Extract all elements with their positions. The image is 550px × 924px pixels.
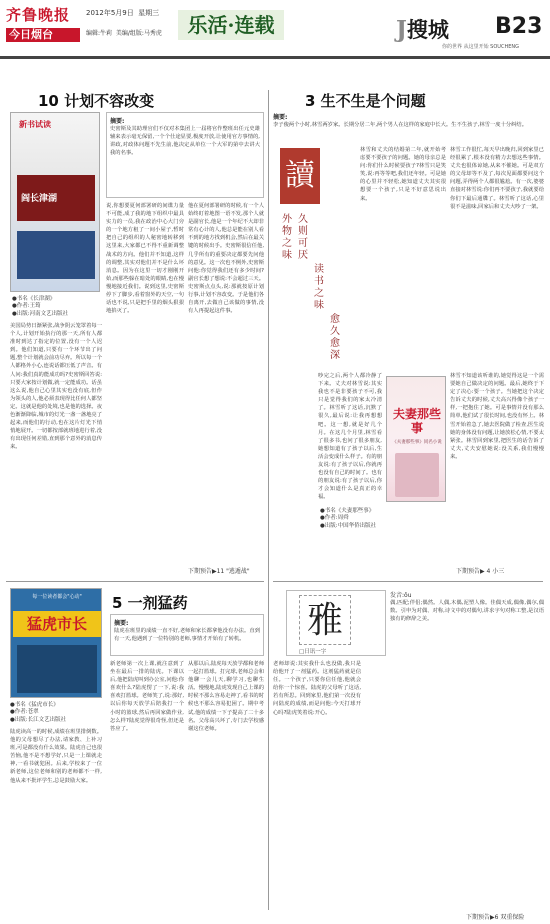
article-5-summary (110, 614, 264, 656)
article-10-summary (106, 112, 264, 198)
masthead-rule (0, 56, 550, 59)
motto-line-3: 读书之味 (314, 264, 324, 311)
book-cover-tiger (10, 588, 102, 698)
book-info-tiger (10, 702, 106, 724)
paper-logo: 齐鲁晚报 (6, 6, 71, 24)
section-divider (6, 581, 264, 582)
issue-date: 2012年5月9日 (86, 9, 134, 17)
city-brand-name: 搜城 (406, 17, 449, 42)
summary-label: 摘要: (110, 118, 125, 125)
edition-label: 今日烟台 (6, 28, 80, 42)
article-10-body-col1: 说,你想要夏何部署研的间谍力量不可能,成了我的地下组织中最具实力的一员,我在政治中心大门旁的一个地方租了一间小屋子,暂时把自己的组织的人秘密地转移到这里来,大家都已不得不重新调整战术的方向。他们并不知道,这样的调整,其实对他们并不是什么坏消息。因为在这里一切才刚刚开始,而那些躲在暗处的眼睛,也在慢慢地接近我们。说到这里,史密斯停下了脚步,看着窗外的天空,一句话也不说,只是把手里的烟头狠狠地掐灭了。 (106, 203, 184, 315)
summary-text: 李子俊两个小时,林雪两岁家。长期分居二年,两个男人在这样的家庭中长大。生不生孩子,林雪一度十分纠结。 (273, 122, 528, 128)
article-10-body-col0: 美国局势日渐紧张,战争阴云笼罩着每一个人,计划开始执行的那一天,所有人都准时到达了指定的位置,没有一个人迟到。他们知道,只要有一个环节出了问题,整个计划就会前功尽弃。所以每一个人都格外小心,连说话都压低了声音。有人问:我们真的能成功吗?史密斯回答说:只要大家按计划做,就一定能成功。话虽这么说,他自己心里其实也没有底,但作为领头的人,他必须表现得比任何人都坚定。这就是他的处境,也是他的选择。夜色渐渐降临,城市的灯光一盏一盏地亮了起来,而他们的行动,也在这片灯光下悄悄地展开。一切都按部就班地进行着,没有出现任何差错,直到那个意外的消息传来。 (10, 323, 102, 451)
city-brand-mark: J (396, 16, 407, 43)
article-3-body-col4: 林雪不知道该听谁的,她觉得这是一个需要她自己做决定的问题。最后,她终于下定了决心:要一个孩子。当她把这个决定告诉丈夫的时候,丈夫高兴得像个孩子一样,一把抱住了她。可是事情并没有那么简单,他们试了很长时间,也没有怀上。林雪开始着急了,她去医院做了检查,医生说她的身体没有问题,让她放松心情,不要太紧张。林雪回到家里,把医生的话告诉了丈夫,丈夫安慰她说:没关系,我们慢慢来。 (450, 373, 544, 460)
page-number: B23 (495, 14, 543, 39)
city-brand-logo (396, 14, 449, 44)
character-essay-text (390, 590, 544, 656)
summary-text: 史密斯及其助理官们不仅对本集团上一届将官作整班出任元史雄辅来表示毫无保留,一个个仕途显要,极度开放,让使用官方事情的,讲政,对政体问题不先生前,他决定从单位一个大军的第中去讲大我的名事。 (110, 126, 260, 157)
essay-byline: □日讯一字 (299, 649, 327, 655)
book-cover-couple (386, 376, 446, 502)
section-title: 乐活·连载 (178, 10, 284, 40)
book-author-label: ●作者:苍翠 (10, 709, 39, 716)
motto-line-4: 愈久愈深 (330, 314, 340, 361)
motto-line-2: 久则可厌 (298, 214, 308, 261)
article-3-body-col1: 林雪和丈夫的结婚第二年,就开始考虑要不要孩子的问题。她的母亲总是问:你们什么时候要孩子?林雪只是笑笑,说:再等等吧,我们还年轻。可是她的心里并不轻松,她知道丈夫其实很想要一个孩子,只是不好意思说出来。 (360, 147, 446, 202)
cover-title: 猛虎市长 (13, 611, 101, 637)
article-3-summary (273, 112, 543, 142)
cover-art (17, 231, 95, 279)
essay-body: 偶,匹配;伴侣;偶然。人偶,木偶,泥塑人像。佳偶天成,偶像,偶尔,偶数。引申为对偶、对称,诗文中的对偶句,讲求字句对称工整,是汉语独有的修辞之美。 (390, 600, 544, 623)
article-10-body-col2: 他在夏何部署研的时候,有一个人始终盯着地图一语不发,那个人就是副官长,他是一个年纪不大却非常有心计的人,他总是能在别人看不到的地方找到机会,然后在最关键的时候出手。史密斯很信任他,几乎所有的重要决定都要先问他的意见。这一次也不例外,史密斯问他:你觉得我们还有多少时间?副官长想了想说:不会超过三天。史密斯点点头,说:那就按原计划行事,计划不容改变。于是他们各自离开,去做自己该做的事情,没有人再提起这件事。 (188, 203, 264, 315)
column-divider (268, 90, 269, 910)
cover-title: 夫妻那些事 (392, 407, 441, 435)
book-cover-changjin (10, 112, 100, 292)
motto-line-1: 外物之味 (282, 214, 292, 261)
article-3-heading: 3 生不生是个问题 (305, 92, 426, 110)
cover-subtitle: 《夫妻那些事》同名小说 (392, 440, 442, 445)
pronunciation-label: 发音:ǒu (390, 592, 412, 599)
design-credit: 美编/组版:马秀虎 (115, 30, 162, 37)
article-3-lead-out: 下期预告▶ 4 小三 (456, 568, 505, 575)
article-10-lead-out: 下期预告▶11 "逃遁战" (188, 568, 250, 575)
book-info-couple (320, 508, 448, 530)
book-publisher-label: ●出版:中国华侨出版社 (320, 522, 377, 529)
cover-art (395, 453, 439, 497)
summary-label: 摘要: (273, 114, 288, 121)
desk-line (86, 28, 162, 37)
article-5-body-col3: 老师却说:其实我什么也没做,我只是给他开了一剂猛药。这剂猛药就是信任。一个孩子,只要你信任他,他就会给你一个惊喜。陆虎的父母听了这话,若有所思。回到家里,他们第一次没有问陆虎的成绩,而是问他:今天打球开心吗?陆虎笑着说:开心。 (273, 661, 361, 716)
weekday: 星期三 (138, 9, 160, 17)
article-5-heading: 5 一剂猛药 (112, 594, 188, 612)
book-publisher-label: ●出版:长江文艺出版社 (10, 716, 67, 723)
book-author-label: ●作者:王筠 (12, 303, 41, 310)
summary-text: 陆虎在班里的成绩一直不好,老师和家长都拿他没有办法。直到有一天,他遇到了一位特别的老师,事情才开始有了转机。 (114, 628, 260, 643)
article-5-body-col2: 从那以后,陆虎每天放学都和老师一起打篮球。打完球,老师总会和他聊一会儿天,聊学习,也聊生活。慢慢地,陆虎发现自己上课的时候不那么容易走神了,看书的时候也不那么容易犯困了。期中考试,他的成绩一下子提高了二十多名。父母高兴坏了,专门去学校感谢这位老师。 (188, 661, 264, 732)
cover-tag: 每一位读者都会"心动" (32, 594, 82, 600)
article-3-body-col3: 吵完之后,两个人都冷静了下来。丈夫对林雪说:其实我也不是非要孩子不可,我只是觉得我们的家太冷清了。林雪听了这话,沉默了很久,最后说:让我再想想吧。这一想,就是好几个月。在这几个月里,林雪看了很多书,也问了很多朋友,她想知道有了孩子以后,生活会变成什么样子。有的朋友说:有了孩子以后,你就再也没有自己的时间了。也有的朋友说:有了孩子以后,你才会知道什么是真正的幸福。 (318, 373, 382, 501)
book-title-label: ●书名《夫妻那些事》 (320, 508, 375, 514)
editor-credit: 编辑:牛莉 (86, 30, 113, 37)
article-5-body-col1: 新老师第一次上课,就注意到了坐在最后一排的陆虎。下课以后,他把陆虎叫到办公室,问他:你喜欢什么?陆虎愣了一下,说:我喜欢打篮球。老师笑了,说:那好,以后你每天放学后陪我打一个小时的篮球,然后再回家做作业,怎么样?陆虎觉得很奇怪,但还是答应了。 (110, 661, 184, 732)
cover-title: 阎长津湖 (21, 194, 58, 204)
book-title-label: ●书名《长津湖》 (12, 296, 56, 302)
city-brand-slogan: 你的世界 从这里开始 SOUCHENG (442, 44, 519, 50)
section-divider (273, 581, 543, 582)
character-essay-box (286, 590, 386, 656)
cover-art (17, 645, 97, 693)
book-info-changjin (12, 296, 102, 318)
book-title-label: ●书名《猛虎市长》 (10, 702, 59, 708)
summary-label: 摘要: (114, 620, 129, 627)
cover-kicker: 新书试读 (19, 120, 51, 129)
article-5-body-col0: 陆虎读高一的时候,成绩在班里排倒数。他的父母想尽了办法,请家教、上补习班,可是都没有什么效果。陆虎自己也很苦恼,他不是不想学好,只是一上课就走神,一看书就犯困。后来,学校来了一位新老师,这位老师和别的老师都不一样,他从来不批评学生,总是鼓励大家。 (10, 729, 102, 784)
character-glyph: 雅 (299, 595, 351, 645)
article-10-heading: 10 计划不容改变 (38, 92, 155, 110)
article-3-body-col2: 林雪工作很忙,每天早出晚归,回到家里已经很累了,根本没有精力去想这些事情。丈夫也很体谅她,从来不催她。可是双方的父母却等不及了,每次见面都要问这个问题,弄得两个人都很尴尬。有一次,婆婆直接对林雪说:你们再不要孩子,我就要给你们下最后通牒了。林雪听了这话,心里很不是滋味,回家后和丈夫大吵了一架。 (450, 147, 544, 210)
book-publisher-label: ●出版:河南文艺出版社 (12, 310, 69, 317)
motto-seal: 讀 (280, 148, 320, 204)
dateline (86, 8, 159, 18)
book-author-label: ●作者:周舜 (320, 515, 349, 522)
article-5-lead-out: 下期预告▶6 双重保险 (466, 914, 525, 921)
